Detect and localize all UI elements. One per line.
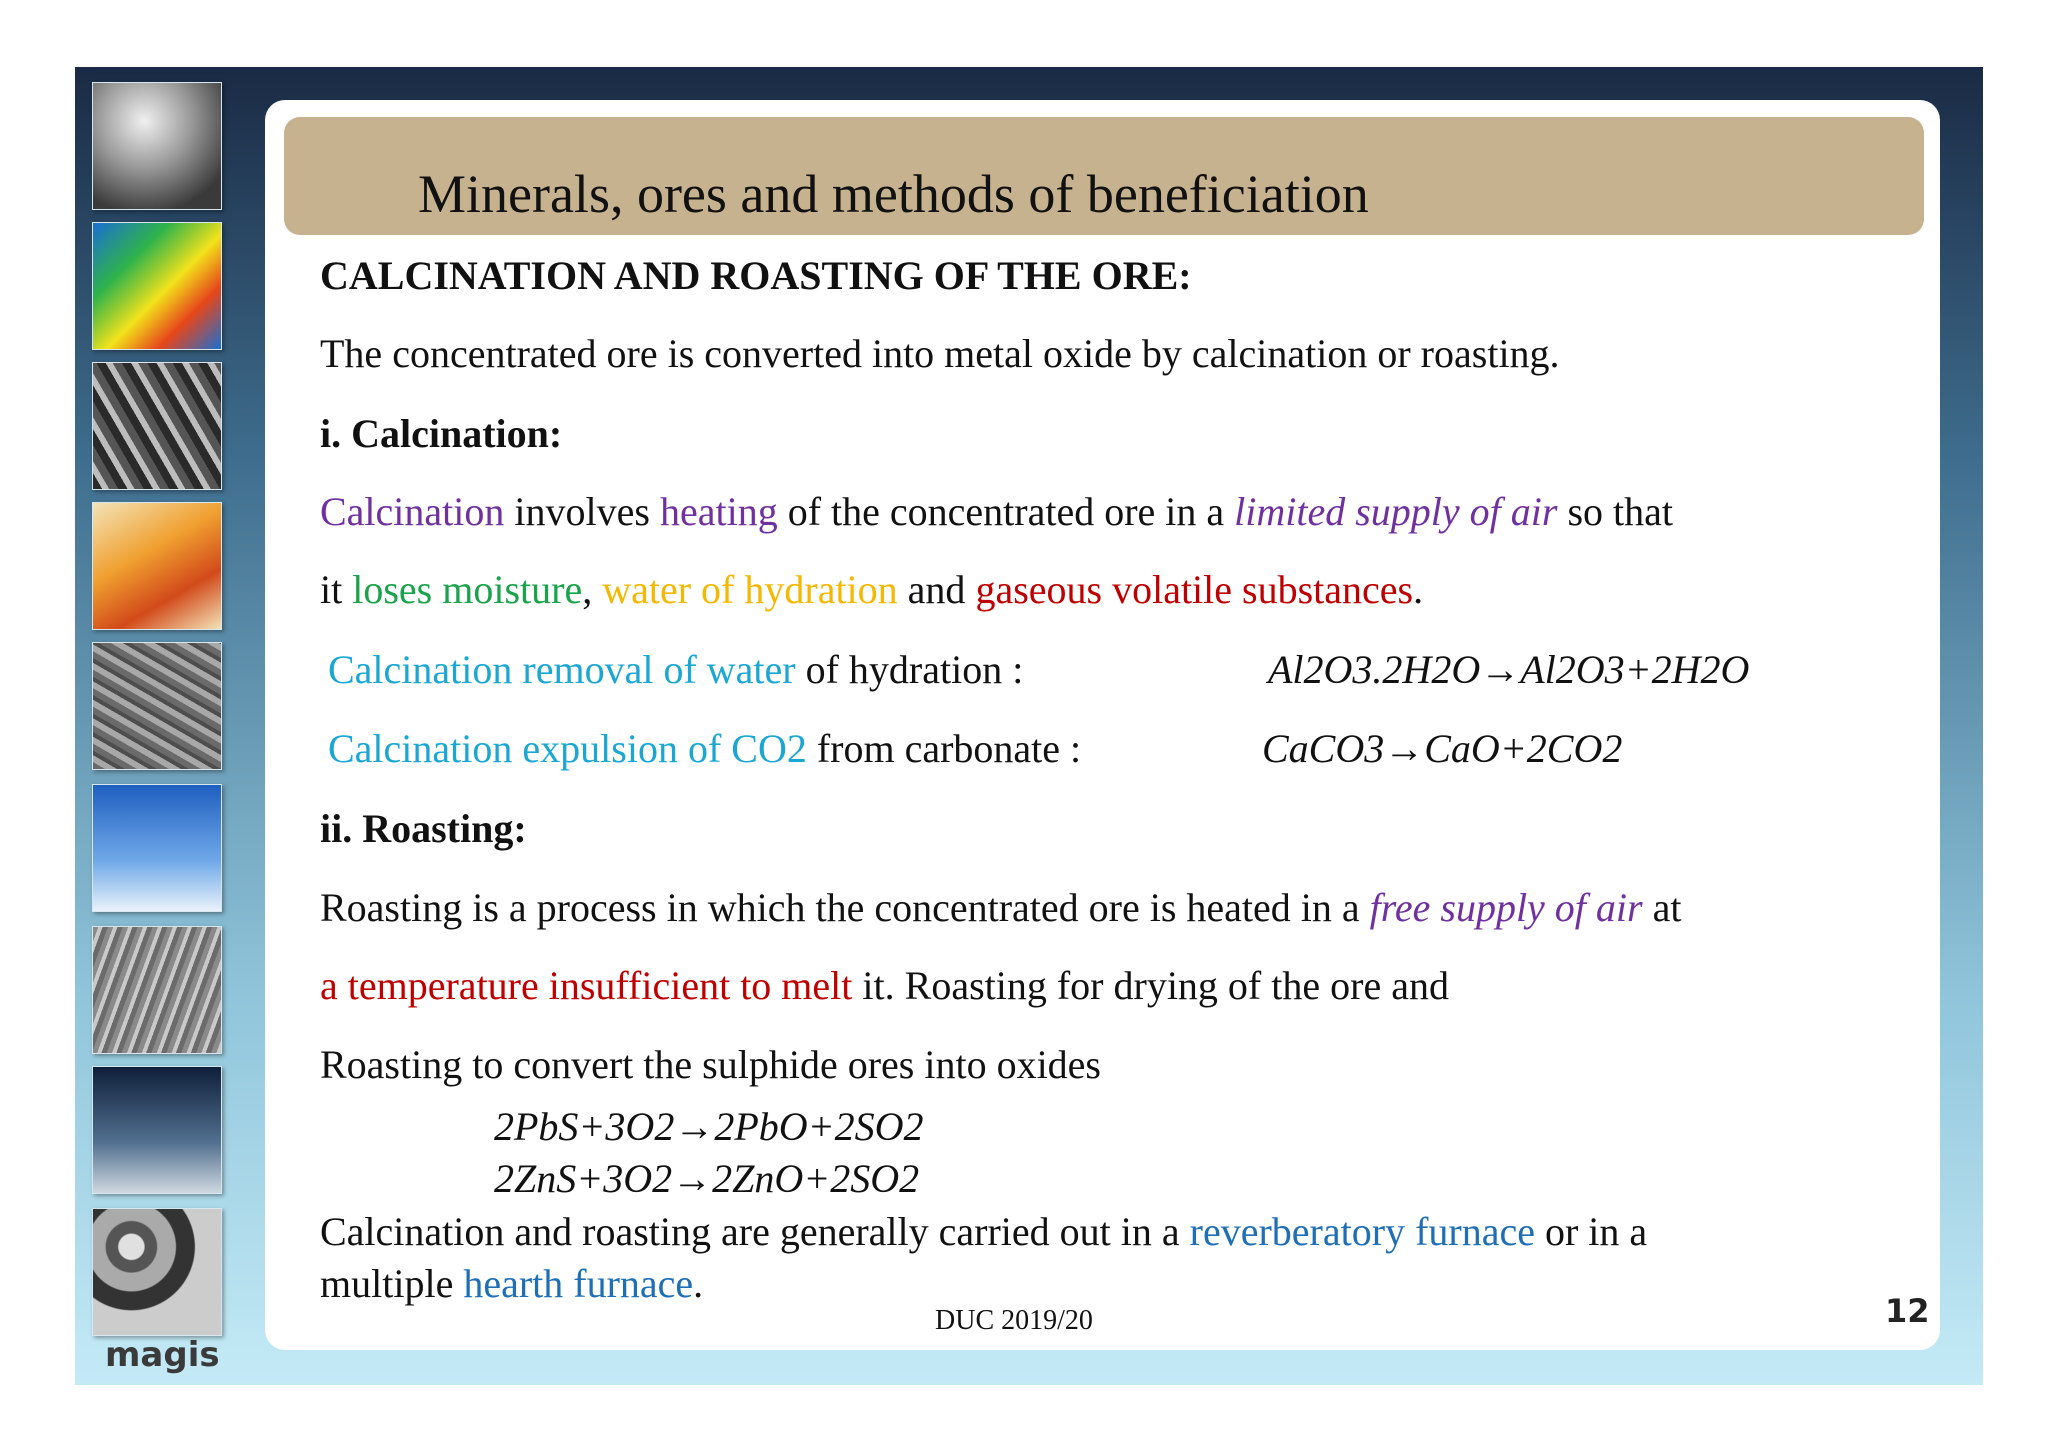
roasting-heading: ii. Roasting:: [320, 806, 527, 851]
term-free-supply: free supply of air: [1369, 885, 1643, 930]
calcination-definition-line2: [320, 566, 1423, 613]
roasting-definition-line2: [320, 962, 1449, 1009]
section-heading: CALCINATION AND ROASTING OF THE ORE:: [320, 253, 1192, 298]
fracture-surface-image: [92, 926, 222, 1054]
crystal-microstructure-image: [92, 642, 222, 770]
airplane-image: [92, 784, 222, 912]
heatmap-cube-image: [92, 222, 222, 350]
text-fragment: it. Roasting for drying of the ore and: [852, 963, 1449, 1008]
calcination-example-2: [328, 725, 1081, 772]
term-reverberatory-furnace: reverberatory furnace: [1189, 1209, 1535, 1254]
equation-calcium-carbonate: CaCO3→CaO+2CO2: [1262, 726, 1623, 771]
calcination-example-1: [328, 646, 1023, 693]
term-removal-of-water: Calcination removal of water: [328, 647, 796, 692]
term-insufficient-temperature: a temperature insufficient to melt: [320, 963, 853, 1008]
equation-lead-sulphide: 2PbS+3O2→2PbO+2SO2: [494, 1104, 924, 1149]
term-heating: heating: [659, 489, 778, 534]
text-fragment: so that: [1557, 489, 1674, 534]
text-fragment: from carbonate :: [806, 726, 1082, 771]
text-fragment: of the concentrated ore in a: [777, 489, 1235, 534]
text-fragment: of hydration :: [795, 647, 1024, 692]
page-number: 12: [1885, 1292, 1930, 1330]
text-fragment: multiple: [320, 1261, 464, 1306]
term-calcination: Calcination: [320, 489, 505, 534]
text-fragment: .: [693, 1261, 704, 1306]
wind-turbine-image: [92, 1066, 222, 1194]
roasting-definition-line1: [320, 884, 1681, 931]
term-limited-supply: limited supply of air: [1234, 489, 1558, 534]
furnace-line1: [320, 1208, 1647, 1255]
text-fragment: Calcination and roasting are generally carried out in a: [320, 1209, 1190, 1254]
text-fragment: ,: [582, 567, 603, 612]
text-fragment: or in a: [1534, 1209, 1648, 1254]
term-expulsion-of-co2: Calcination expulsion of CO2: [328, 726, 807, 771]
text-fragment: it: [320, 567, 353, 612]
furnace-line2: [320, 1260, 703, 1307]
granular-structure-image: [92, 1208, 222, 1336]
intro-text: The concentrated ore is converted into metal oxide by calcination or roasting.: [320, 331, 1560, 376]
calcination-heading: i. Calcination:: [320, 411, 563, 456]
term-volatile-substances: gaseous volatile substances: [975, 567, 1414, 612]
magis-logo: magis: [105, 1335, 220, 1375]
text-fragment: Roasting is a process in which the concentrated ore is heated in a: [320, 885, 1370, 930]
text-fragment: at: [1642, 885, 1682, 930]
text-fragment: and: [897, 567, 976, 612]
roasting-definition-line3: Roasting to convert the sulphide ores into oxides: [320, 1042, 1101, 1087]
slide-title: Minerals, ores and methods of beneficiation: [418, 164, 1369, 224]
term-water-of-hydration: water of hydration: [602, 567, 898, 612]
equation-zinc-sulphide: 2ZnS+3O2→2ZnO+2SO2: [494, 1156, 920, 1201]
fibrous-microstructure-image: [92, 362, 222, 490]
footer-text: DUC 2019/20: [935, 1305, 1093, 1336]
calcination-definition-line1: [320, 488, 1673, 535]
turbine-fan-image: [92, 82, 222, 210]
equation-alumina-dehydration: Al2O3.2H2O→Al2O3+2H2O: [1268, 647, 1750, 692]
text-fragment: involves: [504, 489, 660, 534]
term-loses-moisture: loses moisture: [352, 567, 583, 612]
term-hearth-furnace: hearth furnace: [463, 1261, 694, 1306]
stress-model-image: [92, 502, 222, 630]
text-fragment: .: [1413, 567, 1424, 612]
